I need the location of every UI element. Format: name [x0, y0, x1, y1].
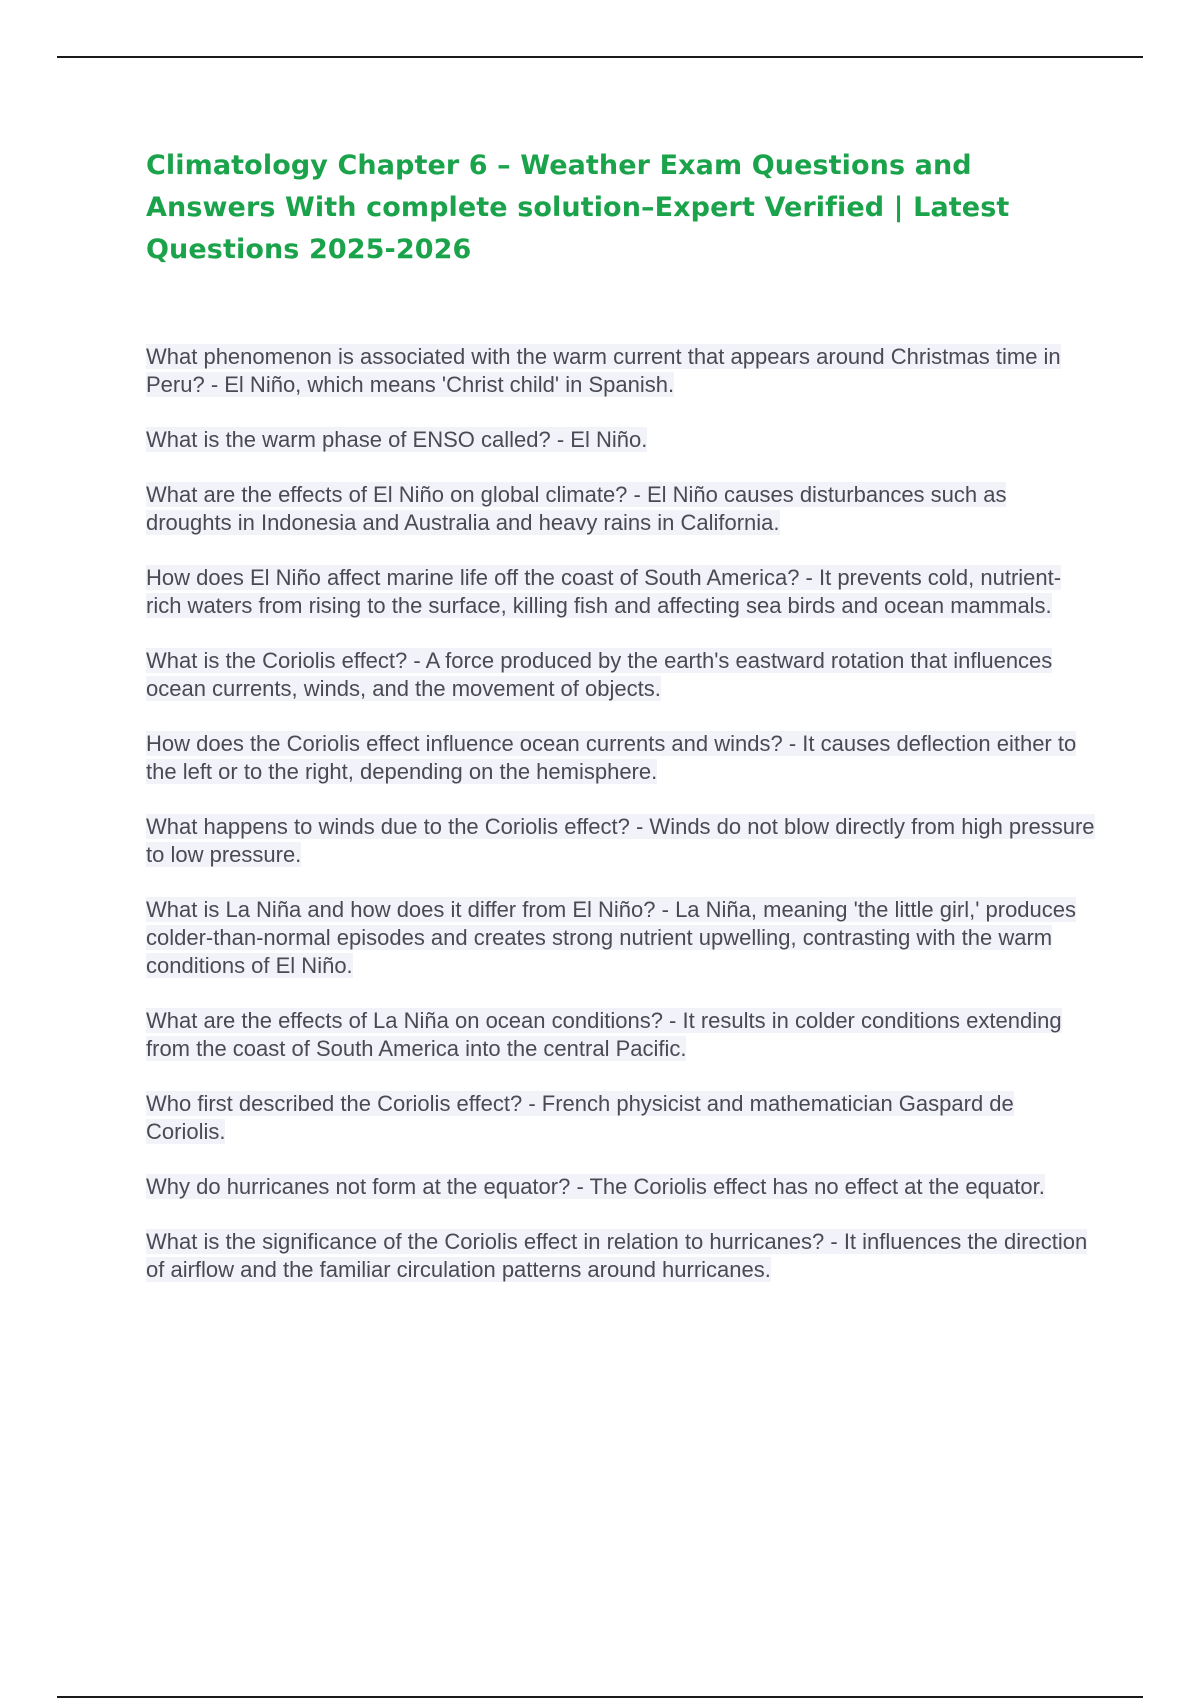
bottom-rule	[57, 1696, 1143, 1698]
qa-text: What phenomenon is associated with the warm current that appears around Christmas time in Peru? - El Niño, which means 'Christ child' in Spanish.	[146, 344, 1061, 397]
qa-entry	[146, 426, 1096, 454]
qa-list	[146, 343, 1096, 1311]
qa-entry	[146, 343, 1096, 399]
qa-text: What is La Niña and how does it differ from El Niño? - La Niña, meaning 'the little girl,' produces colder-than-normal episodes and creates strong nutrient upwelling, contrasting with the warm conditions of El Niño.	[146, 897, 1077, 978]
qa-text: How does the Coriolis effect influence ocean currents and winds? - It causes deflection either to the left or to the right, depending on the hemisphere.	[146, 731, 1077, 784]
qa-entry	[146, 1090, 1096, 1146]
qa-entry	[146, 813, 1096, 869]
qa-entry	[146, 1007, 1096, 1063]
qa-text: Why do hurricanes not form at the equator? - The Coriolis effect has no effect at the equator.	[146, 1174, 1045, 1199]
qa-text: What is the warm phase of ENSO called? - El Niño.	[146, 427, 648, 452]
qa-entry	[146, 564, 1096, 620]
qa-entry	[146, 896, 1096, 980]
qa-text: What happens to winds due to the Coriolis effect? - Winds do not blow directly from high pressure to low pressure.	[146, 814, 1095, 867]
qa-text: Who first described the Coriolis effect? - French physicist and mathematician Gaspard de Coriolis.	[146, 1091, 1014, 1144]
qa-text: What are the effects of La Niña on ocean conditions? - It results in colder conditions extending from the coast of South America into the central Pacific.	[146, 1008, 1062, 1061]
qa-text: What is the significance of the Coriolis effect in relation to hurricanes? - It influences the direction of airflow and the familiar circulation patterns around hurricanes.	[146, 1229, 1088, 1282]
qa-text: What are the effects of El Niño on global climate? - El Niño causes disturbances such as droughts in Indonesia and Australia and heavy rains in California.	[146, 482, 1007, 535]
document-title: Climatology Chapter 6 – Weather Exam Questions and Answers With complete solution–Expert Verified | Latest Questions 2025-2026	[146, 150, 1010, 265]
qa-entry	[146, 730, 1096, 786]
qa-entry	[146, 1228, 1096, 1284]
top-rule	[57, 56, 1143, 58]
qa-entry	[146, 1173, 1096, 1201]
qa-text: What is the Coriolis effect? - A force produced by the earth's eastward rotation that influences ocean currents, winds, and the movement of objects.	[146, 648, 1053, 701]
qa-entry	[146, 647, 1096, 703]
qa-entry	[146, 481, 1096, 537]
qa-text: How does El Niño affect marine life off the coast of South America? - It prevents cold, nutrient-rich waters from rising to the surface, killing fish and affecting sea birds and ocean mammals.	[146, 565, 1062, 618]
